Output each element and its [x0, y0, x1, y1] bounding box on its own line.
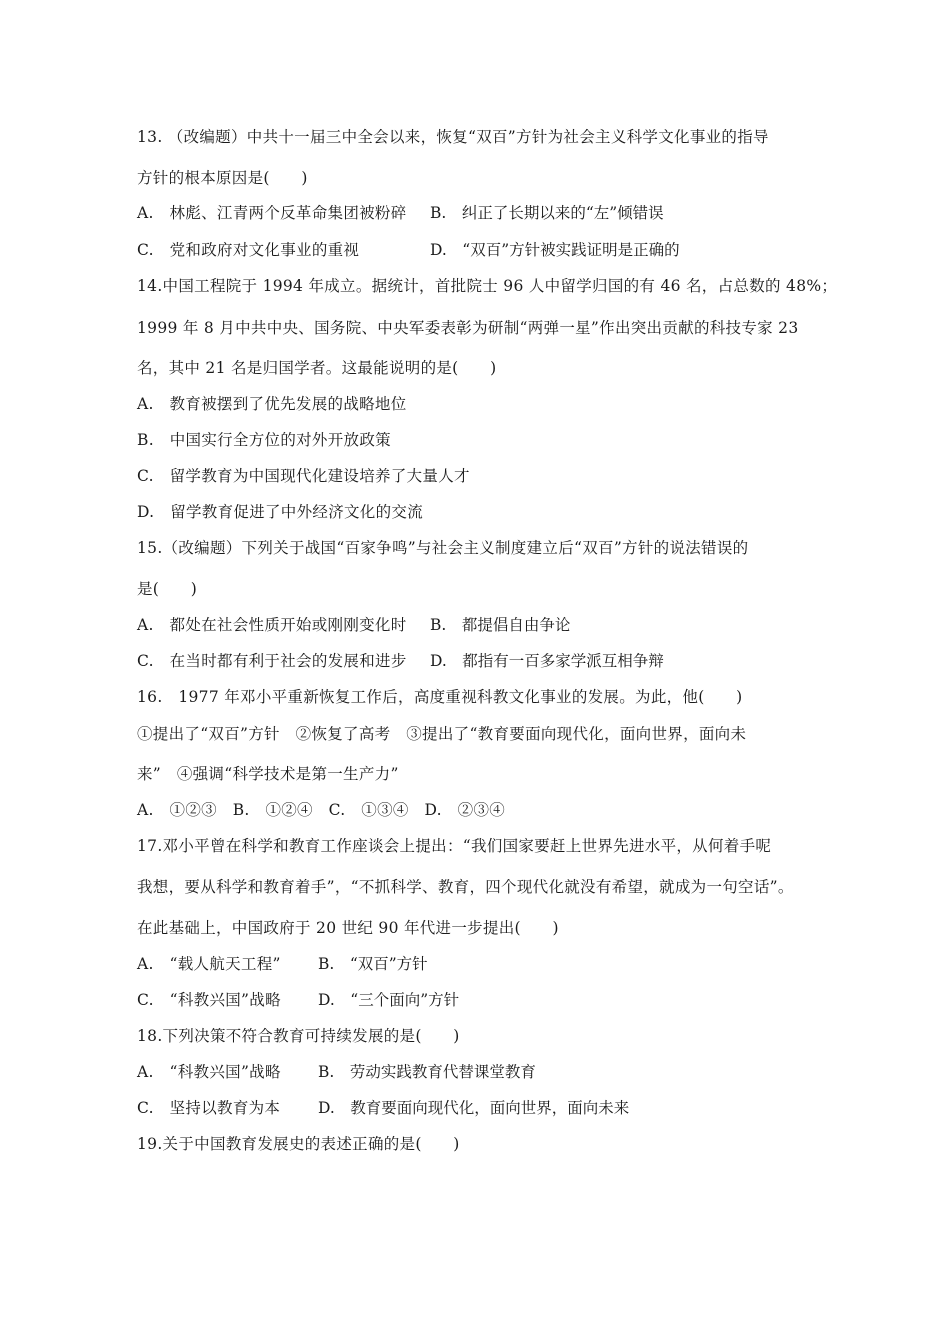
- question-17-option-d: D. “三个面向”方针: [318, 991, 460, 1009]
- question-17-option-b: B. “双百”方针: [318, 955, 428, 973]
- question-15-option-d: D. 都指有一百多家学派互相争辩: [430, 652, 664, 670]
- question-17-option-a: A. “载人航天工程”: [137, 955, 281, 973]
- question-17-option-c: C. “科教兴国”战略: [137, 991, 281, 1009]
- question-17-stem-line-3: 在此基础上，中国政府于 20 世纪 90 年代进一步提出( ): [137, 919, 559, 937]
- question-17-stem-line-2: 我想，要从科学和教育着手”，“不抓科学、教育，四个现代化就没有希望，就成为一句空话”。: [137, 878, 794, 896]
- question-18-stem-line-1: 18.下列决策不符合教育可持续发展的是( ): [137, 1027, 460, 1045]
- question-16-stem-line-1: 16. 1977 年邓小平重新恢复工作后，高度重视科教文化事业的发展。为此，他( ): [137, 688, 743, 706]
- question-14-stem-line-2: 1999 年 8 月中共中央、国务院、中央军委表彰为研制“两弹一星”作出突出贡献的科技专家 23: [137, 319, 799, 337]
- question-15-option-a: A. 都处在社会性质开始或刚刚变化时: [137, 616, 407, 634]
- question-14-option-b: B. 中国实行全方位的对外开放政策: [137, 431, 391, 449]
- question-16-options: A. ①②③ B. ①②④ C. ①③④ D. ②③④: [137, 801, 506, 819]
- question-15-stem-line-1: 15.（改编题）下列关于战国“百家争鸣”与社会主义制度建立后“双百”方针的说法错误的: [137, 539, 749, 557]
- question-16-stem-line-2: ①提出了“双百”方针 ②恢复了高考 ③提出了“教育要面向现代化，面向世界，面向未: [137, 725, 747, 743]
- question-18-option-c: C. 坚持以教育为本: [137, 1099, 281, 1117]
- question-15-option-c: C. 在当时都有利于社会的发展和进步: [137, 652, 407, 670]
- question-14-option-c: C. 留学教育为中国现代化建设培养了大量人才: [137, 467, 470, 485]
- question-16-stem-line-3: 来” ④强调“科学技术是第一生产力”: [137, 765, 399, 783]
- question-14-option-d: D. 留学教育促进了中外经济文化的交流: [137, 503, 424, 521]
- question-17-stem-line-1: 17.邓小平曾在科学和教育工作座谈会上提出：“我们国家要赶上世界先进水平，从何着手呢: [137, 837, 772, 855]
- question-13-option-d: D. “双百”方针被实践证明是正确的: [430, 241, 680, 259]
- question-19-stem-line-1: 19.关于中国教育发展史的表述正确的是( ): [137, 1135, 460, 1153]
- question-13-stem-line-2: 方针的根本原因是( ): [137, 169, 308, 187]
- question-18-option-a: A. “科教兴国”战略: [137, 1063, 281, 1081]
- question-13-option-a: A. 林彪、江青两个反革命集团被粉碎: [137, 204, 407, 222]
- question-14-stem-line-1: 14.中国工程院于 1994 年成立。据统计，首批院士 96 人中留学归国的有 46 名，占总数的 48%；: [137, 277, 838, 295]
- question-14-stem-line-3: 名，其中 21 名是归国学者。这最能说明的是( ): [137, 359, 497, 377]
- question-13-option-c: C. 党和政府对文化事业的重视: [137, 241, 360, 259]
- question-13-stem-line-1: 13. （改编题）中共十一届三中全会以来，恢复“双百”方针为社会主义科学文化事业的指导: [137, 128, 769, 146]
- question-15-option-b: B. 都提倡自由争论: [430, 616, 571, 634]
- question-14-option-a: A. 教育被摆到了优先发展的战略地位: [137, 395, 407, 413]
- question-18-option-b: B. 劳动实践教育代替课堂教育: [318, 1063, 536, 1081]
- question-18-option-d: D. 教育要面向现代化，面向世界，面向未来: [318, 1099, 630, 1117]
- question-13-option-b: B. 纠正了长期以来的“左”倾错误: [430, 204, 664, 222]
- question-15-stem-line-2: 是( ): [137, 580, 198, 598]
